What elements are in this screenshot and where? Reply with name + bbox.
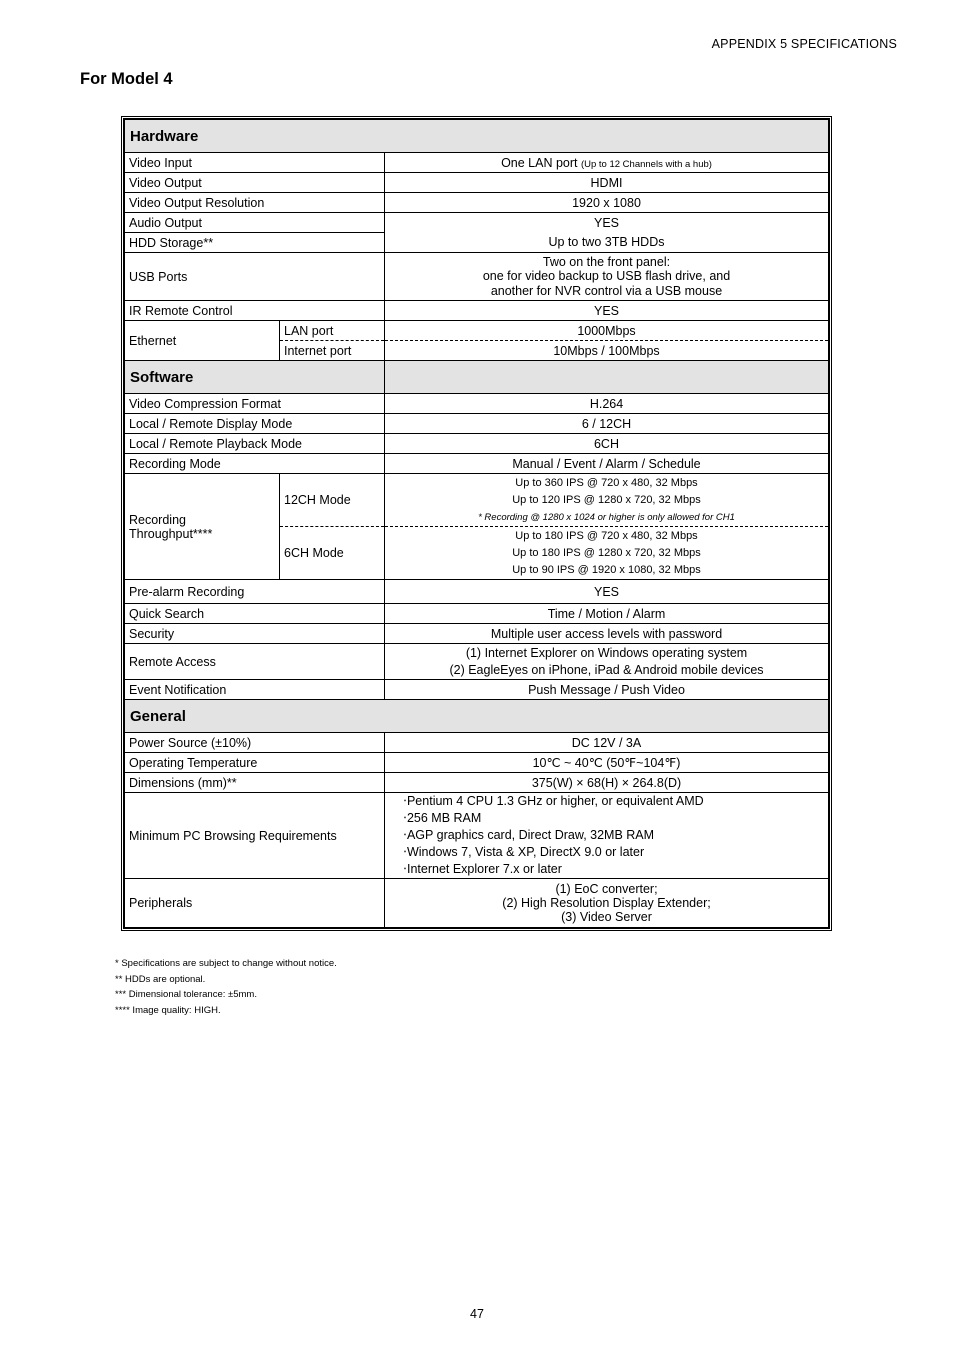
page-number: 47 <box>470 1307 484 1321</box>
row-label: Quick Search <box>125 604 385 624</box>
sub-label: 12CH Mode <box>280 474 385 527</box>
value-line: (2) EagleEyes on iPhone, iPad & Android mobile devices <box>449 662 764 677</box>
table-row <box>125 321 829 341</box>
row-value <box>385 253 829 301</box>
row-value: Multiple user access levels with password <box>385 624 829 644</box>
row-value: YES <box>385 580 829 604</box>
row-label: Local / Remote Display Mode <box>125 414 385 434</box>
value-line: Up to 180 IPS @ 1280 x 720, 32 Mbps <box>512 546 701 559</box>
section-filler <box>385 361 829 394</box>
spec-table <box>124 119 829 928</box>
table-row <box>125 624 829 644</box>
row-value: 375(W) × 68(H) × 264.8(D) <box>385 773 829 793</box>
table-row <box>125 233 829 253</box>
label-line: Recording <box>129 512 186 527</box>
row-value <box>385 153 829 173</box>
value-line: Two on the front panel: <box>542 254 671 269</box>
sub-label: LAN port <box>280 321 385 341</box>
row-label: Recording Mode <box>125 454 385 474</box>
row-value <box>385 879 829 928</box>
value-note: * Recording @ 1280 x 1024 or higher is only allowed for CH1 <box>478 511 735 523</box>
row-label: Video Input <box>125 153 385 173</box>
section-hardware <box>125 120 829 153</box>
list-item: ‧Pentium 4 CPU 1.3 GHz or higher, or equivalent AMD <box>403 794 704 808</box>
sub-label: 6CH Mode <box>280 527 385 580</box>
row-label: Event Notification <box>125 680 385 700</box>
section-title: Software <box>125 361 385 394</box>
table-row <box>125 394 829 414</box>
value-line: Up to 360 IPS @ 720 x 480, 32 Mbps <box>515 476 698 489</box>
row-label: Power Source (±10%) <box>125 733 385 753</box>
row-value: YES <box>385 301 829 321</box>
value-text: One LAN port <box>501 155 581 170</box>
list-item: ‧Windows 7, Vista & XP, DirectX 9.0 or later <box>403 845 645 859</box>
row-label: Minimum PC Browsing Requirements <box>125 793 385 879</box>
table-row <box>125 301 829 321</box>
row-label: Peripherals <box>125 879 385 928</box>
footnote: * Specifications are subject to change without notice. <box>115 958 337 969</box>
value-line: Up to 90 IPS @ 1920 x 1080, 32 Mbps <box>512 563 701 576</box>
table-row <box>125 680 829 700</box>
row-label: Pre-alarm Recording <box>125 580 385 604</box>
value-line: (1) EoC converter; <box>555 882 658 896</box>
table-row <box>125 474 829 527</box>
model-title: For Model 4 <box>80 70 173 88</box>
row-value <box>385 644 829 680</box>
sub-label: Internet port <box>280 341 385 361</box>
table-row <box>125 434 829 454</box>
row-label: Video Output <box>125 173 385 193</box>
table-row <box>125 580 829 604</box>
list-item: ‧256 MB RAM <box>403 811 482 825</box>
value-note: (Up to 12 Channels with a hub) <box>580 158 712 170</box>
value-line: Up to 180 IPS @ 720 x 480, 32 Mbps <box>515 529 698 542</box>
list-item: ‧AGP graphics card, Direct Draw, 32MB RAM <box>403 828 655 842</box>
row-label: Video Compression Format <box>125 394 385 414</box>
row-label: IR Remote Control <box>125 301 385 321</box>
footnote: ** HDDs are optional. <box>115 973 206 985</box>
row-label <box>125 474 280 580</box>
table-row <box>125 153 829 173</box>
table-row <box>125 213 829 233</box>
value-line: (2) High Resolution Display Extender; <box>502 896 711 910</box>
table-row <box>125 733 829 753</box>
table-row <box>125 193 829 213</box>
row-label: Audio Output <box>125 213 385 233</box>
row-value: H.264 <box>385 394 829 414</box>
list-item: ‧Internet Explorer 7.x or later <box>403 862 562 876</box>
row-value <box>385 527 829 580</box>
row-label: Video Output Resolution <box>125 193 385 213</box>
table-row <box>125 604 829 624</box>
row-label: Security <box>125 624 385 644</box>
section-title: Hardware <box>125 120 829 153</box>
row-value <box>385 793 829 879</box>
value-line: Up to 120 IPS @ 1280 x 720, 32 Mbps <box>512 493 701 506</box>
page-header: APPENDIX 5 SPECIFICATIONS <box>711 37 897 51</box>
table-row <box>125 773 829 793</box>
row-value: DC 12V / 3A <box>385 733 829 753</box>
table-row <box>125 879 829 928</box>
row-value <box>385 474 829 527</box>
row-value: Time / Motion / Alarm <box>385 604 829 624</box>
row-value: 10Mbps / 100Mbps <box>385 341 829 361</box>
label-line: Throughput**** <box>129 526 213 541</box>
section-title: General <box>125 700 829 733</box>
row-value: Up to two 3TB HDDs <box>385 233 829 253</box>
row-label: Dimensions (mm)** <box>125 773 385 793</box>
value-line: another for NVR control via a USB mouse <box>490 283 723 298</box>
footnote: *** Dimensional tolerance: ±5mm. <box>115 989 257 1001</box>
row-value: 6CH <box>385 434 829 454</box>
row-value: 1920 x 1080 <box>385 193 829 213</box>
row-label: Remote Access <box>125 644 385 680</box>
row-label: Operating Temperature <box>125 753 385 773</box>
table-row <box>125 454 829 474</box>
section-software <box>125 361 829 394</box>
row-value: 6 / 12CH <box>385 414 829 434</box>
row-value: YES <box>385 213 829 233</box>
row-label: Ethernet <box>125 321 280 361</box>
section-general <box>125 700 829 733</box>
spec-table-frame <box>121 116 832 931</box>
table-row <box>125 753 829 773</box>
row-label: USB Ports <box>125 253 385 301</box>
table-row <box>125 173 829 193</box>
value-line: (1) Internet Explorer on Windows operating system <box>465 646 748 660</box>
value-line: (3) Video Server <box>561 910 652 924</box>
table-row <box>125 253 829 301</box>
row-label: HDD Storage** <box>125 233 385 253</box>
footnotes <box>115 956 337 1019</box>
row-value: HDMI <box>385 173 829 193</box>
footnote: **** Image quality: HIGH. <box>115 1005 221 1017</box>
row-value: Manual / Event / Alarm / Schedule <box>385 454 829 474</box>
row-value: Push Message / Push Video <box>385 680 829 700</box>
table-row <box>125 793 829 879</box>
row-value: 10℃ ~ 40℃ (50℉~104℉) <box>385 753 829 773</box>
table-row <box>125 644 829 680</box>
table-row <box>125 414 829 434</box>
row-label: Local / Remote Playback Mode <box>125 434 385 454</box>
row-value: 1000Mbps <box>385 321 829 341</box>
value-line: one for video backup to USB flash drive, and <box>482 269 731 284</box>
